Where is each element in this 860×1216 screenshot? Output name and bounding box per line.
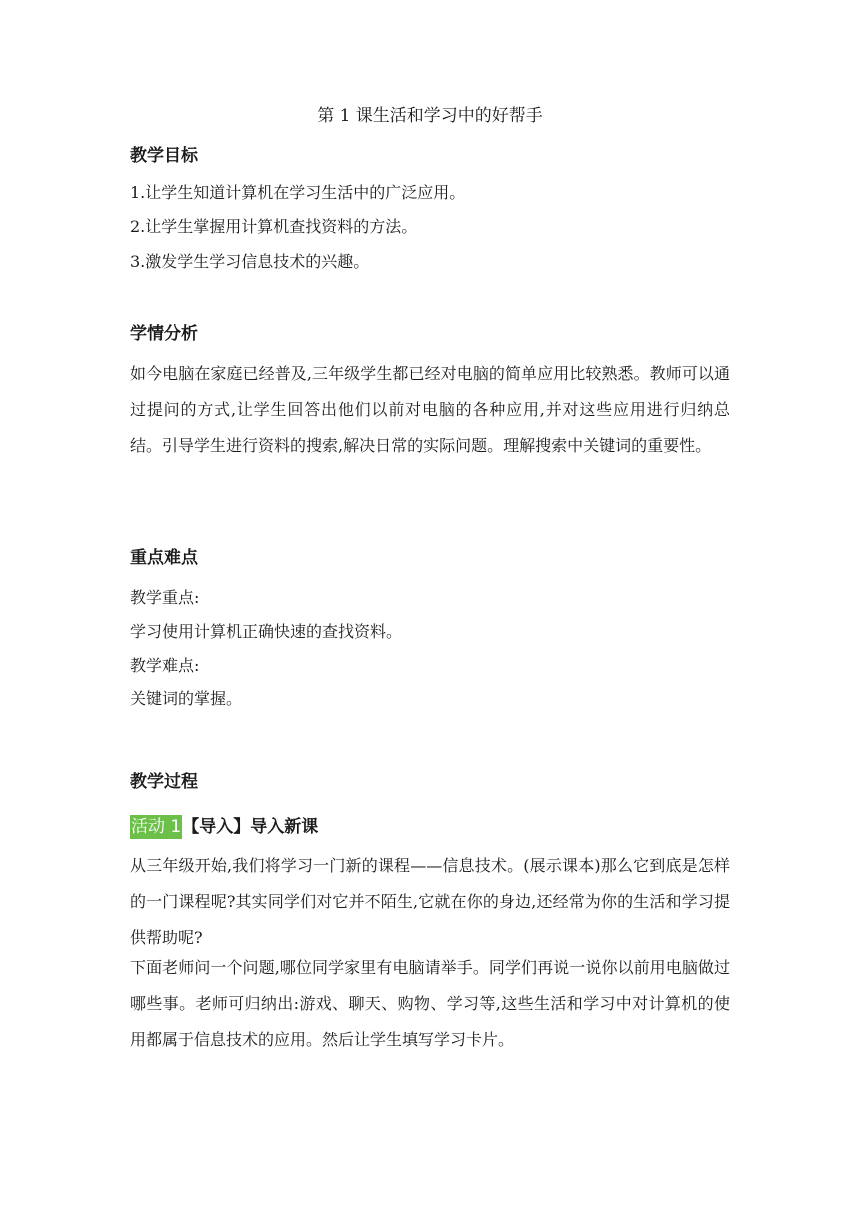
key-point-line: 教学重点: [130,588,200,607]
key-point-line: 学习使用计算机正确快速的查找资料。 [130,622,403,641]
key-point-line: 关键词的掌握。 [130,689,243,708]
goal-item: 2.让学生掌握用计算机查找资料的方法。 [130,217,418,236]
process-paragraph: 下面老师问一个问题,哪位同学家里有电脑请举手。同学们再说一说你以前用电脑做过哪些事。老师可归纳出:游戏、聊天、购物、学习等,这些生活和学习中对计算机的使用都属于信息技术的应用。然后让学生填写学习卡片。 [130,958,730,1049]
activity-tag: 活动 1 [131,817,182,837]
goal-item: 1.让学生知道计算机在学习生活中的广泛应用。 [130,183,466,202]
process-paragraph: 从三年级开始,我们将学习一门新的课程——信息技术。(展示课本)那么它到底是怎样的一门课程呢?其实同学们对它并不陌生,它就在你的身边,还经常为你的生活和学习提供帮助呢? [130,856,730,947]
analysis-paragraph: 如今电脑在家庭已经普及,三年级学生都已经对电脑的简单应用比较熟悉。教师可以通过提问的方式,让学生回答出他们以前对电脑的各种应用,并对这些应用进行归纳总结。引导学生进行资料的搜索,解决日常的实际问题。理解搜索中关键词的重要性。 [130,364,730,455]
activity-title: 【导入】导入新课 [182,817,319,837]
section-heading-key-points: 重点难点 [130,548,198,568]
document-title: 第 1 课生活和学习中的好帮手 [317,106,543,126]
section-heading-goals: 教学目标 [130,146,198,166]
section-heading-process: 教学过程 [130,772,198,792]
section-heading-analysis: 学情分析 [130,324,198,344]
goal-item: 3.激发学生学习信息技术的兴趣。 [130,252,370,271]
activity-heading [130,814,318,840]
key-point-line: 教学难点: [130,656,200,675]
